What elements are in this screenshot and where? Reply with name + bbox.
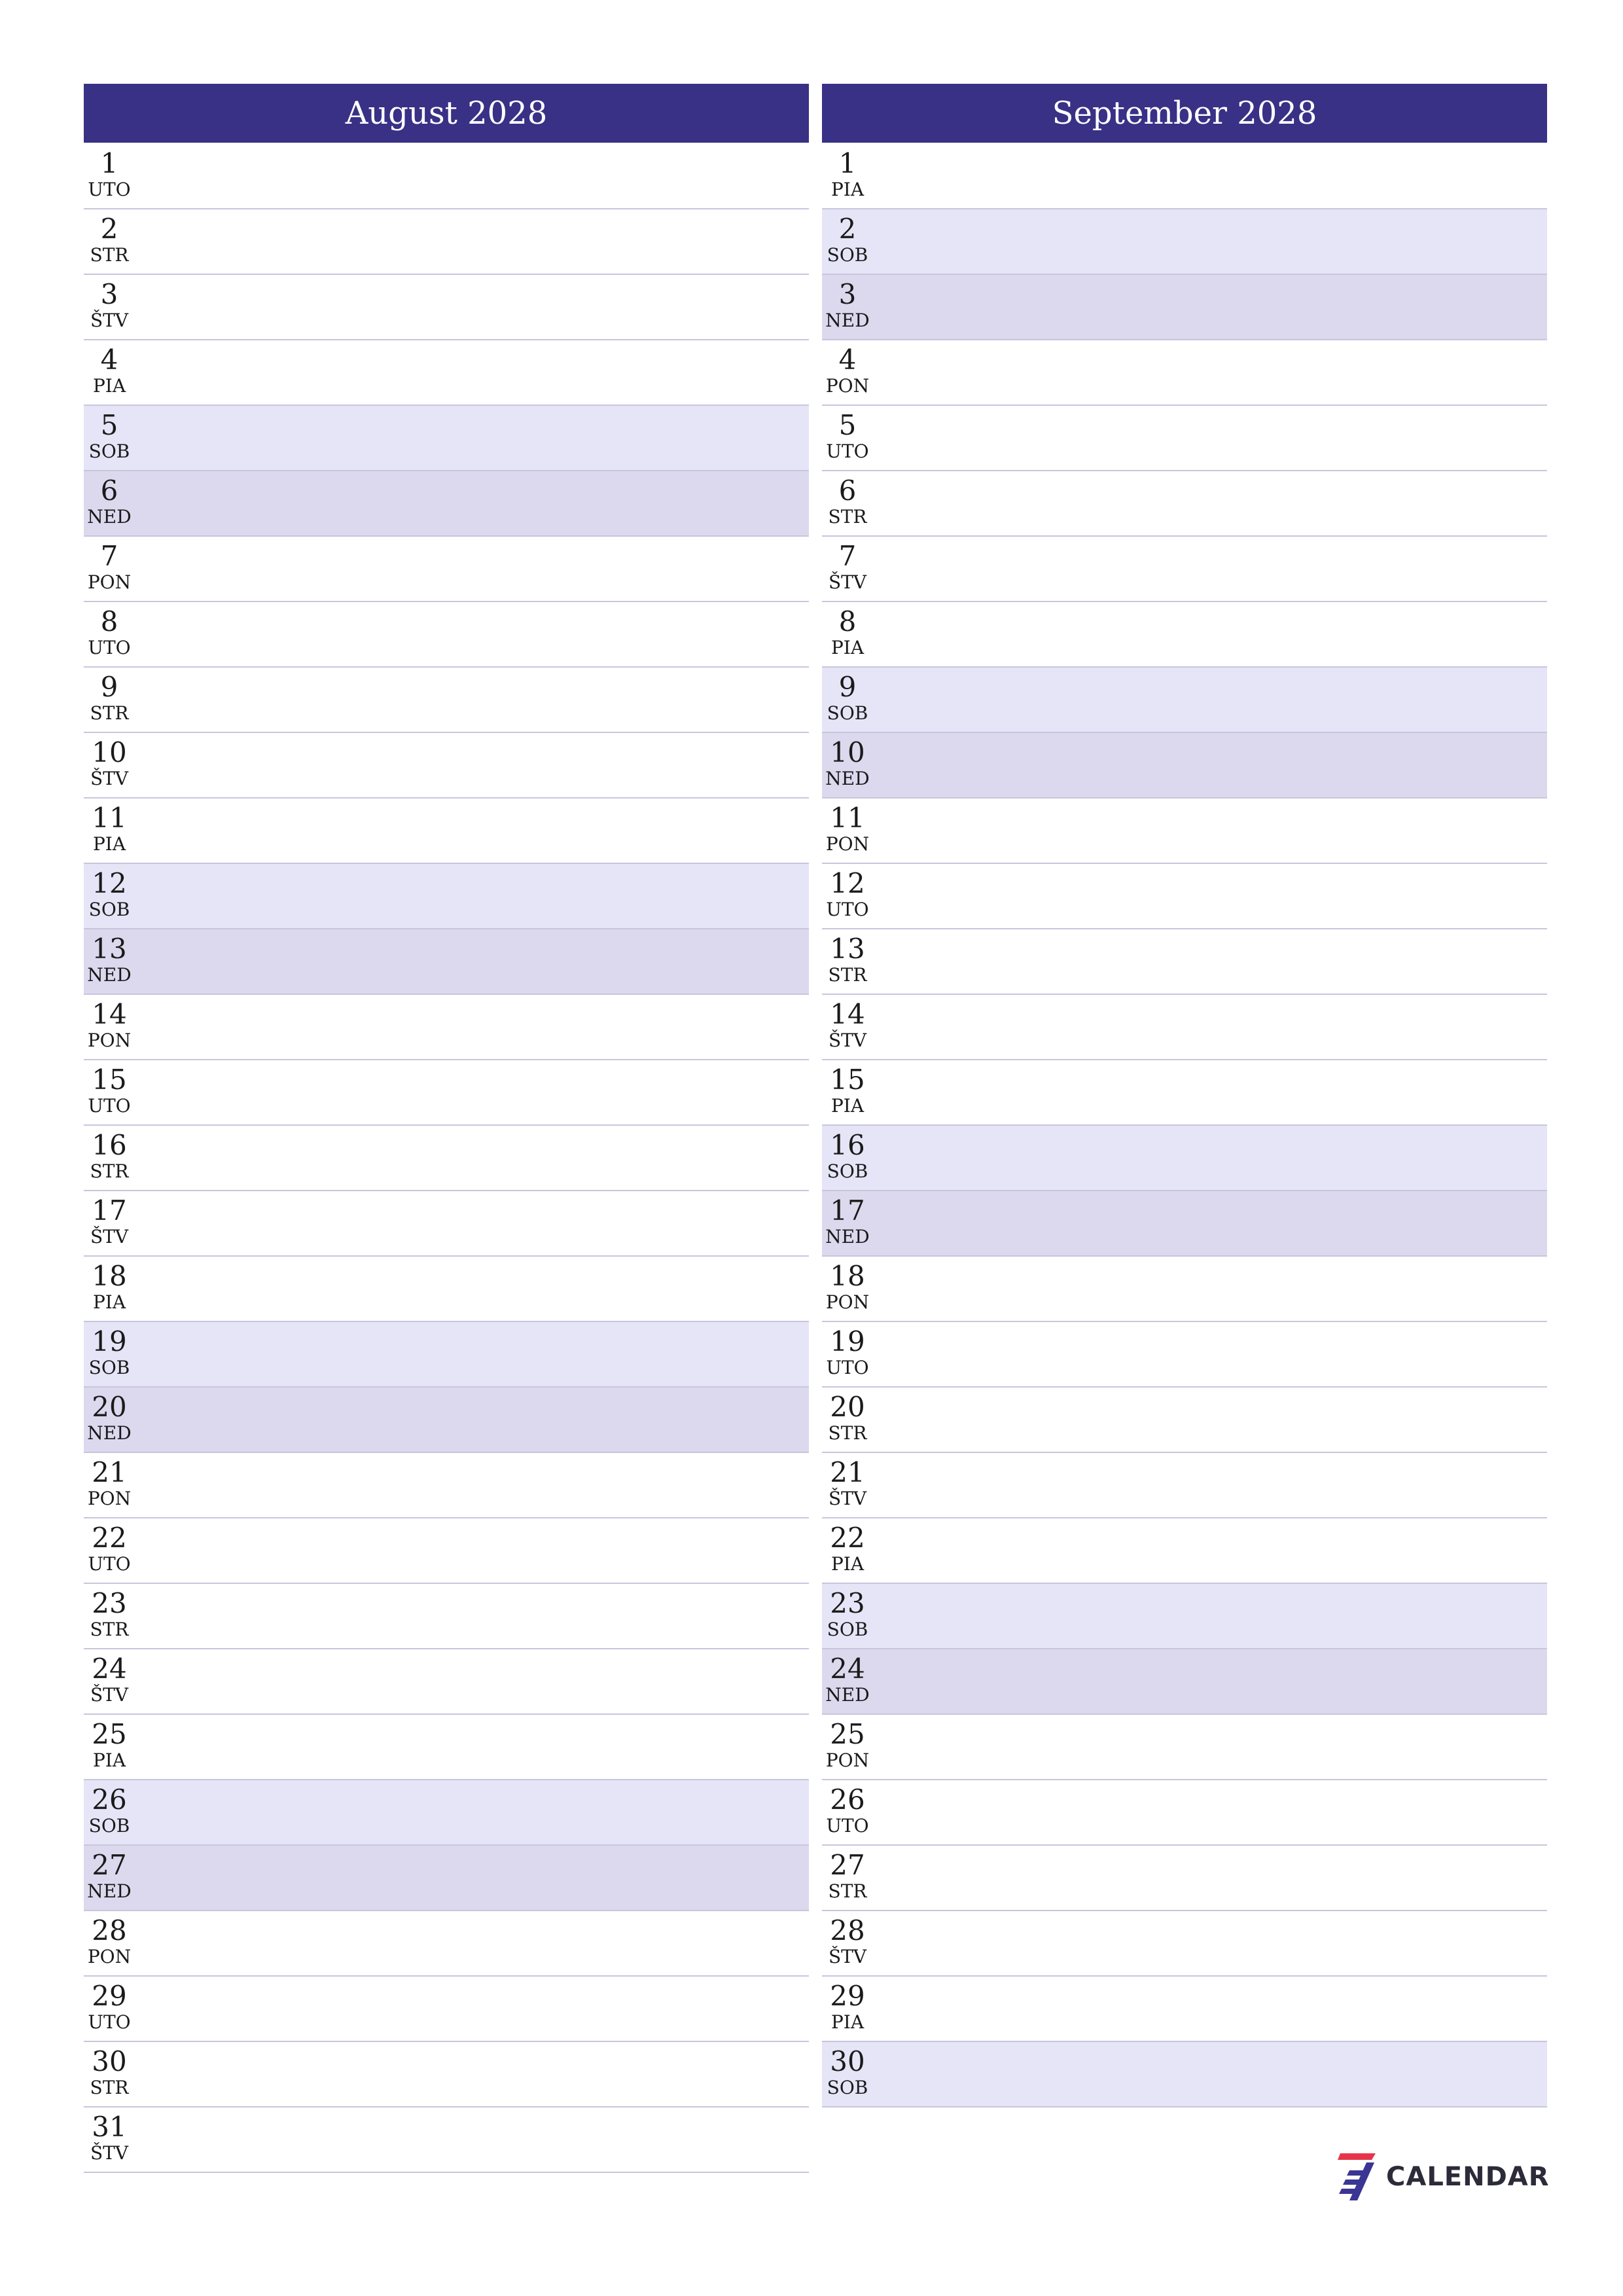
day-number: 27 bbox=[92, 1849, 127, 1881]
day-cell bbox=[84, 1391, 135, 1444]
day-name: UTO bbox=[826, 899, 869, 920]
day-row bbox=[84, 144, 809, 209]
day-number: 7 bbox=[100, 540, 118, 572]
day-name: SOB bbox=[88, 1815, 130, 1837]
day-cell bbox=[84, 1326, 135, 1378]
month-september bbox=[822, 84, 1547, 2108]
day-number: 1 bbox=[838, 147, 857, 179]
day-cell bbox=[822, 1588, 873, 1640]
month-august bbox=[84, 84, 809, 2173]
day-number: 29 bbox=[92, 1980, 127, 2012]
day-cell bbox=[84, 606, 135, 658]
day-number: 15 bbox=[92, 1064, 127, 1096]
day-name: UTO bbox=[826, 1357, 869, 1378]
day-row bbox=[822, 1715, 1547, 1780]
day-row bbox=[84, 537, 809, 602]
day-cell bbox=[84, 344, 135, 397]
day-name: NED bbox=[825, 768, 870, 789]
day-number: 2 bbox=[100, 213, 118, 245]
day-row bbox=[84, 209, 809, 275]
day-name: SOB bbox=[88, 1357, 130, 1378]
day-row bbox=[822, 1584, 1547, 1649]
day-row bbox=[822, 1518, 1547, 1584]
day-number: 8 bbox=[100, 605, 118, 637]
day-cell bbox=[822, 1064, 873, 1117]
day-name: ŠTV bbox=[828, 1946, 867, 1967]
day-row bbox=[822, 537, 1547, 602]
day-name: PON bbox=[825, 833, 870, 855]
day-name: ŠTV bbox=[90, 1226, 129, 1247]
day-row bbox=[84, 1257, 809, 1322]
day-name: NED bbox=[825, 310, 870, 331]
day-number: 22 bbox=[92, 1522, 127, 1554]
day-row bbox=[822, 1846, 1547, 1911]
day-cell bbox=[84, 1981, 135, 2033]
day-cell bbox=[822, 802, 873, 855]
day-number: 9 bbox=[100, 671, 118, 703]
day-name: PIA bbox=[830, 179, 865, 200]
day-row bbox=[822, 733, 1547, 798]
day-cell bbox=[822, 2046, 873, 2098]
day-number: 7 bbox=[838, 540, 857, 572]
day-cell bbox=[84, 737, 135, 789]
day-number: 3 bbox=[100, 278, 118, 310]
day-number: 14 bbox=[830, 998, 865, 1030]
day-cell bbox=[84, 1719, 135, 1771]
day-cell bbox=[822, 999, 873, 1051]
day-number: 25 bbox=[92, 1718, 127, 1750]
day-row bbox=[84, 1649, 809, 1715]
day-name: UTO bbox=[88, 2011, 131, 2033]
day-row bbox=[822, 1322, 1547, 1388]
day-cell bbox=[84, 541, 135, 593]
day-cell bbox=[822, 279, 873, 331]
day-name: UTO bbox=[88, 179, 131, 200]
brand-logo bbox=[1338, 2151, 1550, 2203]
day-number: 18 bbox=[92, 1260, 127, 1292]
day-list bbox=[84, 144, 809, 2173]
day-row bbox=[84, 1191, 809, 1257]
day-row bbox=[822, 1780, 1547, 1846]
day-number: 10 bbox=[830, 736, 865, 768]
day-cell bbox=[822, 1719, 873, 1771]
day-cell bbox=[84, 213, 135, 266]
day-name: SOB bbox=[88, 899, 130, 920]
day-cell bbox=[822, 213, 873, 266]
day-cell bbox=[84, 672, 135, 724]
day-name: NED bbox=[825, 1226, 870, 1247]
day-row bbox=[84, 1060, 809, 1126]
day-number: 26 bbox=[92, 1784, 127, 1816]
day-cell bbox=[84, 2046, 135, 2098]
day-number: 6 bbox=[838, 475, 857, 507]
day-cell bbox=[822, 1391, 873, 1444]
day-row bbox=[822, 471, 1547, 537]
day-cell bbox=[822, 1915, 873, 1967]
logo-text: CALENDAR bbox=[1386, 2162, 1550, 2192]
day-cell bbox=[84, 1195, 135, 1247]
day-number: 24 bbox=[830, 1653, 865, 1685]
day-cell bbox=[84, 279, 135, 331]
day-row bbox=[84, 602, 809, 668]
day-name: STR bbox=[828, 1422, 867, 1444]
day-name: UTO bbox=[826, 440, 869, 462]
day-cell bbox=[84, 2111, 135, 2164]
day-name: NED bbox=[87, 1880, 132, 1902]
day-row bbox=[822, 798, 1547, 864]
day-name: NED bbox=[825, 1684, 870, 1706]
day-row bbox=[84, 275, 809, 340]
day-name: ŠTV bbox=[90, 2142, 129, 2164]
day-row bbox=[822, 275, 1547, 340]
month-title: August 2028 bbox=[84, 84, 809, 143]
day-cell bbox=[84, 802, 135, 855]
day-row bbox=[84, 1518, 809, 1584]
day-number: 10 bbox=[92, 736, 127, 768]
day-cell bbox=[84, 148, 135, 200]
day-name: ŠTV bbox=[828, 1488, 867, 1509]
day-number: 22 bbox=[830, 1522, 865, 1554]
day-number: 17 bbox=[92, 1194, 127, 1227]
day-cell bbox=[822, 672, 873, 724]
day-number: 3 bbox=[838, 278, 857, 310]
day-cell bbox=[822, 1195, 873, 1247]
day-name: PON bbox=[825, 375, 870, 397]
day-cell bbox=[822, 148, 873, 200]
day-cell bbox=[84, 1653, 135, 1706]
day-cell bbox=[822, 1130, 873, 1182]
day-row bbox=[822, 1257, 1547, 1322]
day-cell bbox=[84, 1784, 135, 1837]
day-row bbox=[84, 1453, 809, 1518]
day-name: PON bbox=[87, 1488, 132, 1509]
day-name: PON bbox=[825, 1291, 870, 1313]
day-name: ŠTV bbox=[90, 768, 129, 789]
day-name: STR bbox=[828, 964, 867, 986]
day-row bbox=[84, 668, 809, 733]
day-row bbox=[822, 668, 1547, 733]
day-row bbox=[84, 1584, 809, 1649]
day-name: PIA bbox=[92, 375, 126, 397]
day-name: STR bbox=[828, 506, 867, 528]
day-number: 26 bbox=[830, 1784, 865, 1816]
day-name: UTO bbox=[826, 1815, 869, 1837]
day-cell bbox=[84, 999, 135, 1051]
day-row bbox=[822, 602, 1547, 668]
day-name: PIA bbox=[92, 1291, 126, 1313]
day-cell bbox=[84, 1522, 135, 1575]
day-number: 25 bbox=[830, 1718, 865, 1750]
day-name: STR bbox=[90, 1619, 129, 1640]
day-cell bbox=[822, 1981, 873, 2033]
day-name: PON bbox=[87, 571, 132, 593]
day-cell bbox=[822, 344, 873, 397]
day-number: 9 bbox=[838, 671, 857, 703]
day-row bbox=[822, 864, 1547, 929]
day-number: 12 bbox=[92, 867, 127, 899]
day-row bbox=[822, 1126, 1547, 1191]
day-name: NED bbox=[87, 1422, 132, 1444]
day-number: 5 bbox=[838, 409, 857, 441]
day-number: 16 bbox=[92, 1129, 127, 1161]
day-row bbox=[84, 929, 809, 995]
day-number: 23 bbox=[830, 1587, 865, 1619]
day-name: PON bbox=[87, 1030, 132, 1051]
day-row bbox=[84, 1388, 809, 1453]
day-row bbox=[822, 2042, 1547, 2108]
day-row bbox=[822, 1191, 1547, 1257]
day-row bbox=[822, 1977, 1547, 2042]
day-cell bbox=[822, 737, 873, 789]
day-cell bbox=[822, 1850, 873, 1902]
day-name: NED bbox=[87, 506, 132, 528]
day-row bbox=[84, 1126, 809, 1191]
day-row bbox=[822, 144, 1547, 209]
day-number: 11 bbox=[830, 802, 865, 834]
day-name: PIA bbox=[92, 833, 126, 855]
day-name: STR bbox=[90, 2077, 129, 2098]
day-list bbox=[822, 144, 1547, 2108]
day-cell bbox=[84, 475, 135, 528]
day-name: ŠTV bbox=[90, 1684, 129, 1706]
day-number: 21 bbox=[92, 1456, 127, 1488]
day-name: PIA bbox=[830, 637, 865, 658]
day-number: 30 bbox=[830, 2045, 865, 2077]
day-name: UTO bbox=[88, 637, 131, 658]
day-cell bbox=[84, 1064, 135, 1117]
day-row bbox=[84, 2042, 809, 2108]
day-row bbox=[822, 406, 1547, 471]
day-number: 17 bbox=[830, 1194, 865, 1227]
day-cell bbox=[822, 410, 873, 462]
day-row bbox=[84, 798, 809, 864]
day-cell bbox=[822, 868, 873, 920]
day-cell bbox=[822, 541, 873, 593]
month-title: September 2028 bbox=[822, 84, 1547, 143]
day-number: 4 bbox=[838, 344, 857, 376]
day-cell bbox=[822, 1653, 873, 1706]
day-name: SOB bbox=[827, 1619, 868, 1640]
day-row bbox=[822, 209, 1547, 275]
day-cell bbox=[84, 1915, 135, 1967]
day-name: ŠTV bbox=[828, 571, 867, 593]
day-cell bbox=[84, 410, 135, 462]
day-number: 15 bbox=[830, 1064, 865, 1096]
day-cell bbox=[84, 1130, 135, 1182]
day-name: PIA bbox=[830, 1095, 865, 1117]
day-cell bbox=[822, 1522, 873, 1575]
day-number: 28 bbox=[92, 1914, 127, 1946]
day-number: 28 bbox=[830, 1914, 865, 1946]
day-name: SOB bbox=[827, 702, 868, 724]
day-number: 31 bbox=[92, 2111, 127, 2143]
day-number: 6 bbox=[100, 475, 118, 507]
day-cell bbox=[84, 868, 135, 920]
day-cell bbox=[822, 1261, 873, 1313]
day-name: SOB bbox=[88, 440, 130, 462]
day-name: PON bbox=[825, 1749, 870, 1771]
day-row bbox=[84, 1911, 809, 1977]
day-name: STR bbox=[90, 702, 129, 724]
day-cell bbox=[84, 1457, 135, 1509]
day-cell bbox=[822, 475, 873, 528]
day-row bbox=[822, 995, 1547, 1060]
day-row bbox=[84, 340, 809, 406]
day-number: 23 bbox=[92, 1587, 127, 1619]
day-number: 2 bbox=[838, 213, 857, 245]
day-name: STR bbox=[828, 1880, 867, 1902]
day-row bbox=[84, 406, 809, 471]
day-row bbox=[84, 471, 809, 537]
day-row bbox=[84, 1846, 809, 1911]
day-row bbox=[84, 1977, 809, 2042]
day-number: 12 bbox=[830, 867, 865, 899]
day-name: NED bbox=[87, 964, 132, 986]
day-name: STR bbox=[90, 1160, 129, 1182]
day-name: ŠTV bbox=[828, 1030, 867, 1051]
day-cell bbox=[84, 1850, 135, 1902]
day-name: SOB bbox=[827, 1160, 868, 1182]
day-name: PON bbox=[87, 1946, 132, 1967]
day-row bbox=[84, 1715, 809, 1780]
day-number: 20 bbox=[830, 1391, 865, 1423]
day-cell bbox=[822, 1326, 873, 1378]
day-row bbox=[822, 1911, 1547, 1977]
day-name: PIA bbox=[830, 1553, 865, 1575]
seven-logo-icon bbox=[1338, 2151, 1378, 2203]
day-name: SOB bbox=[827, 244, 868, 266]
day-number: 14 bbox=[92, 998, 127, 1030]
day-row bbox=[822, 1388, 1547, 1453]
day-name: PIA bbox=[92, 1749, 126, 1771]
day-number: 16 bbox=[830, 1129, 865, 1161]
day-row bbox=[84, 1780, 809, 1846]
day-name: UTO bbox=[88, 1095, 131, 1117]
day-number: 13 bbox=[830, 933, 865, 965]
day-row bbox=[84, 2108, 809, 2173]
day-name: UTO bbox=[88, 1553, 131, 1575]
day-row bbox=[822, 1453, 1547, 1518]
day-row bbox=[84, 995, 809, 1060]
day-cell bbox=[822, 1784, 873, 1837]
day-number: 5 bbox=[100, 409, 118, 441]
day-name: SOB bbox=[827, 2077, 868, 2098]
day-cell bbox=[822, 1457, 873, 1509]
day-number: 19 bbox=[92, 1325, 127, 1357]
day-number: 20 bbox=[92, 1391, 127, 1423]
day-row bbox=[822, 1649, 1547, 1715]
day-row bbox=[84, 733, 809, 798]
day-cell bbox=[822, 606, 873, 658]
day-name: ŠTV bbox=[90, 310, 129, 331]
day-cell bbox=[822, 933, 873, 986]
day-number: 19 bbox=[830, 1325, 865, 1357]
day-number: 11 bbox=[92, 802, 127, 834]
day-number: 27 bbox=[830, 1849, 865, 1881]
day-name: PIA bbox=[830, 2011, 865, 2033]
day-row bbox=[84, 1322, 809, 1388]
day-number: 8 bbox=[838, 605, 857, 637]
day-cell bbox=[84, 1588, 135, 1640]
day-row bbox=[822, 340, 1547, 406]
day-number: 4 bbox=[100, 344, 118, 376]
day-cell bbox=[84, 933, 135, 986]
day-number: 13 bbox=[92, 933, 127, 965]
day-name: STR bbox=[90, 244, 129, 266]
day-cell bbox=[84, 1261, 135, 1313]
day-row bbox=[822, 929, 1547, 995]
day-number: 29 bbox=[830, 1980, 865, 2012]
day-row bbox=[84, 864, 809, 929]
day-number: 1 bbox=[100, 147, 118, 179]
day-number: 18 bbox=[830, 1260, 865, 1292]
day-number: 24 bbox=[92, 1653, 127, 1685]
day-number: 21 bbox=[830, 1456, 865, 1488]
day-number: 30 bbox=[92, 2045, 127, 2077]
day-row bbox=[822, 1060, 1547, 1126]
